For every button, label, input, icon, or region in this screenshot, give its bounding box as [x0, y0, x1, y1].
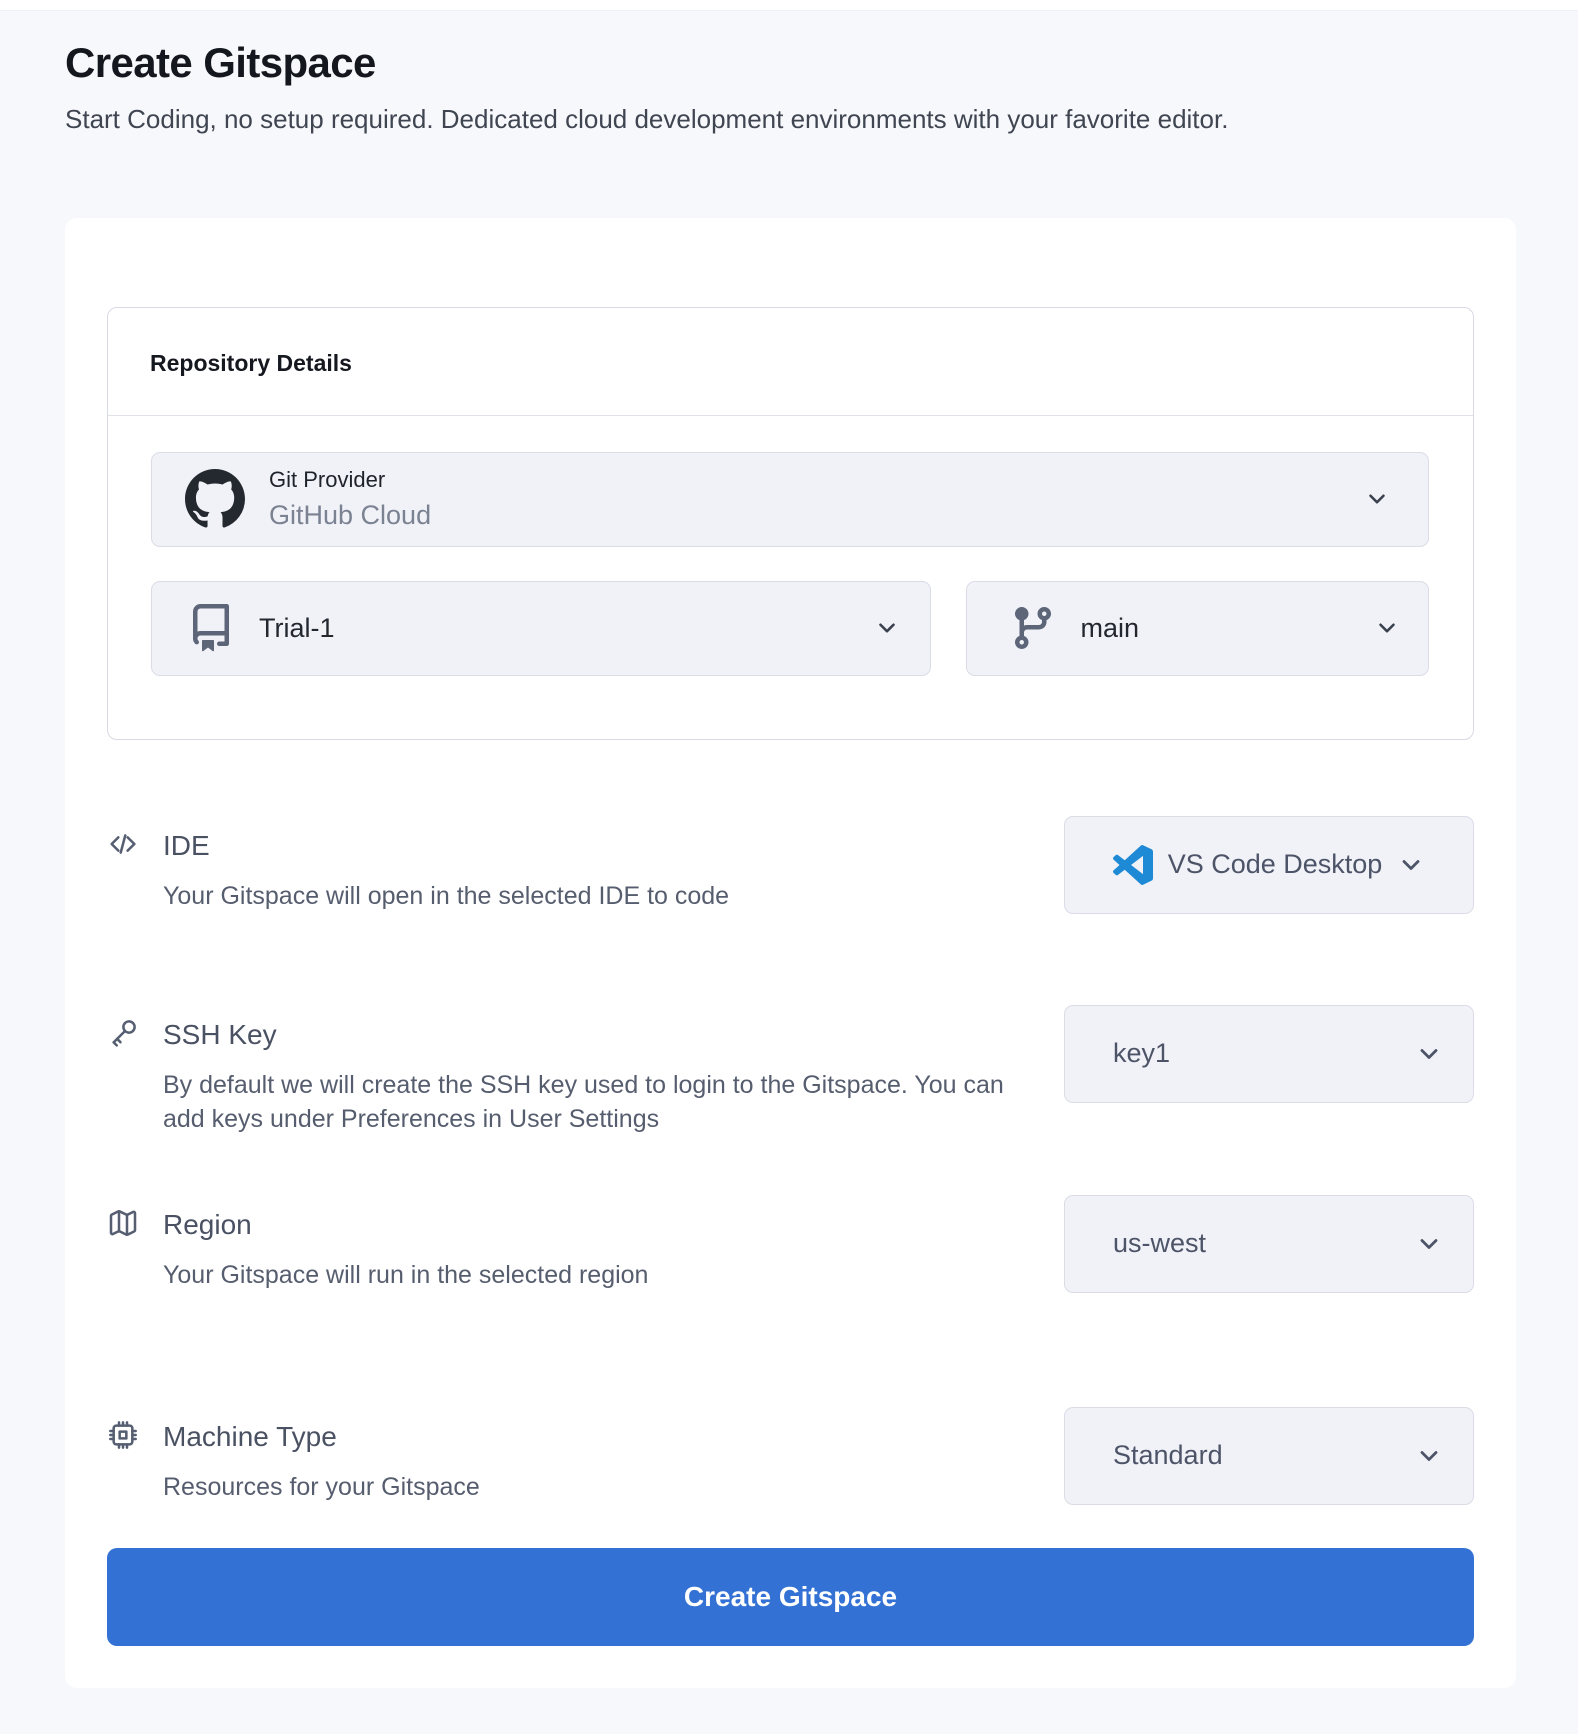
machine-type-info	[107, 1407, 1064, 1504]
machine-type-select[interactable]	[1064, 1407, 1474, 1505]
machine-type-label: Machine Type	[163, 1420, 337, 1452]
ide-label: IDE	[163, 829, 210, 861]
vscode-icon	[1113, 845, 1153, 885]
ide-value: VS Code Desktop	[1167, 849, 1383, 880]
region-select[interactable]	[1064, 1195, 1474, 1293]
region-label: Region	[163, 1208, 252, 1240]
ssh-key-select[interactable]	[1064, 1005, 1474, 1103]
branch-select[interactable]	[966, 581, 1429, 676]
code-icon	[107, 828, 139, 860]
region-info	[107, 1195, 1064, 1292]
create-gitspace-page	[0, 39, 1578, 1688]
git-provider-value: GitHub Cloud	[269, 500, 432, 531]
top-divider	[0, 0, 1578, 11]
git-provider-label: Git Provider	[269, 467, 386, 493]
ide-description: Your Gitspace will open in the selected IDE to code	[163, 881, 730, 910]
repo-branch-row	[151, 581, 1429, 676]
machine-type-value: Standard	[1113, 1440, 1223, 1471]
machine-type-description: Resources for your Gitspace	[163, 1472, 480, 1501]
ide-info	[107, 816, 1064, 913]
ssh-key-text	[163, 1019, 1043, 1136]
cpu-icon	[107, 1419, 139, 1451]
chevron-down-icon	[1374, 615, 1400, 641]
repository-details-heading: Repository Details	[108, 308, 1473, 416]
ide-select[interactable]	[1064, 816, 1474, 914]
key-icon	[107, 1017, 139, 1049]
repository-details-body	[108, 416, 1473, 739]
chevron-down-icon	[1415, 1230, 1443, 1258]
machine-type-text	[163, 1421, 480, 1504]
git-provider-select[interactable]	[151, 452, 1429, 547]
ide-row	[107, 816, 1474, 914]
chevron-down-icon	[1397, 851, 1425, 879]
repository-details-section	[107, 307, 1474, 740]
repository-select[interactable]	[151, 581, 931, 676]
ssh-key-row	[107, 1005, 1474, 1136]
ssh-key-value: key1	[1113, 1038, 1171, 1069]
ssh-key-info	[107, 1005, 1064, 1136]
repo-icon	[187, 604, 235, 652]
page-title: Create Gitspace	[65, 39, 376, 86]
region-description: Your Gitspace will run in the selected region	[163, 1260, 649, 1289]
github-icon	[185, 469, 245, 529]
chevron-down-icon	[874, 615, 900, 641]
page-subtitle: Start Coding, no setup required. Dedicated cloud development environments with your favorite editor.	[65, 104, 1229, 134]
git-branch-icon	[1009, 604, 1057, 652]
chevron-down-icon	[1364, 486, 1390, 512]
git-provider-text	[269, 467, 431, 531]
chevron-down-icon	[1415, 1442, 1443, 1470]
ssh-key-description: By default we will create the SSH key used to login to the Gitspace. You can add keys under Preferences in User Settings	[163, 1070, 1004, 1133]
machine-type-row	[107, 1407, 1474, 1505]
repository-value: Trial-1	[259, 612, 335, 643]
map-icon	[107, 1207, 139, 1239]
ide-text	[163, 830, 729, 913]
region-value: us-west	[1113, 1228, 1207, 1259]
region-row	[107, 1195, 1474, 1293]
create-gitspace-card	[65, 218, 1516, 1688]
branch-value: main	[1080, 612, 1140, 643]
ssh-key-label: SSH Key	[163, 1018, 277, 1050]
chevron-down-icon	[1415, 1040, 1443, 1068]
create-gitspace-button[interactable]: Create Gitspace	[107, 1548, 1474, 1646]
region-text	[163, 1209, 648, 1292]
